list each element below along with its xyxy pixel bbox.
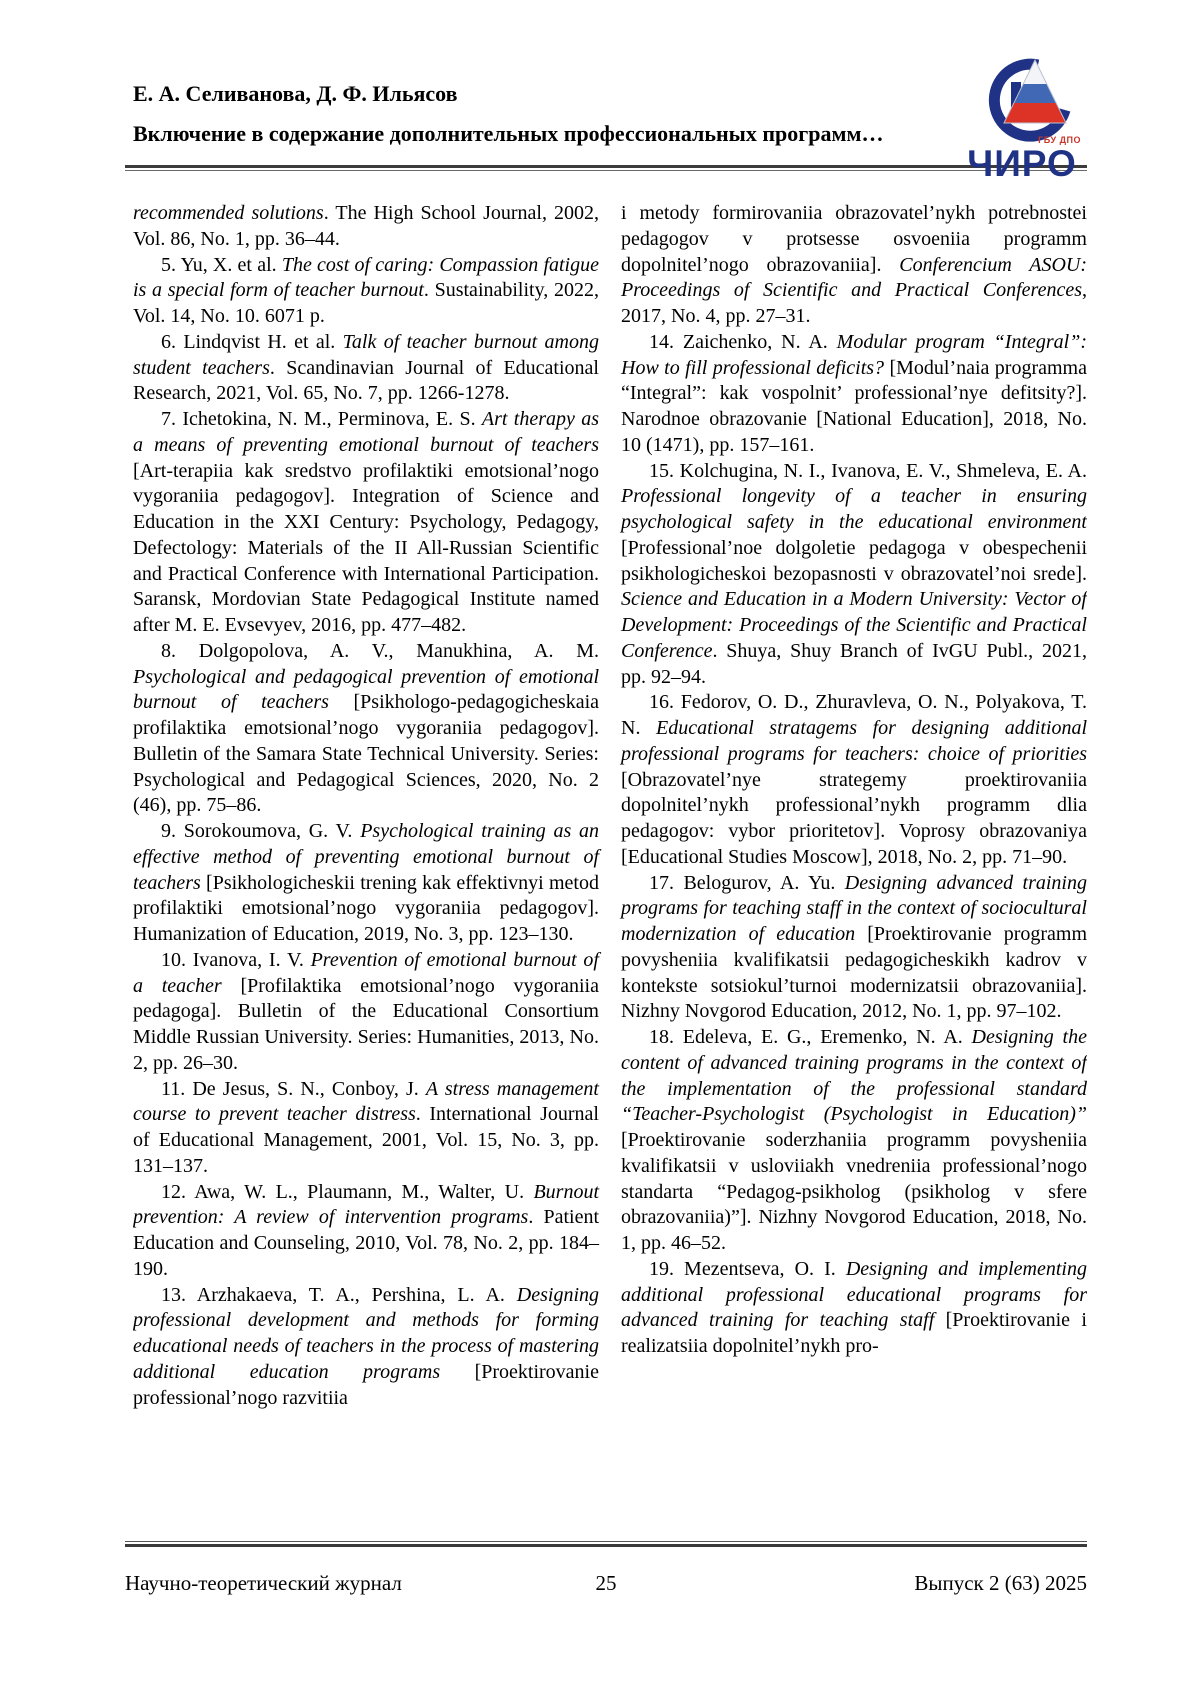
reference-entry [133, 639, 599, 819]
reference-title-italic: Designing advanced training programs for teaching staff in the context of sociocultural modernization of education [621, 871, 1087, 945]
reference-text: 12. Awa, W. L., Plaumann, M., Walter, U. [161, 1180, 534, 1203]
reference-entry [133, 253, 599, 330]
reference-entry [133, 330, 599, 407]
references-section [133, 201, 1087, 1533]
references-right-column [621, 201, 1087, 1533]
reference-text: [Proektirovanie i realizatsiia dopolnitel’nykh pro- [621, 1309, 1087, 1357]
logo-sub-label: ГБУ ДПО [1038, 135, 1081, 145]
footer-page-number: 25 [595, 1571, 617, 1595]
reference-text: 9. Sorokoumova, G. V. [161, 820, 361, 842]
reference-text: . The High School Journal, 2002, Vol. 86, No. 1, pp. 36–44. [133, 202, 599, 250]
reference-entry [621, 459, 1087, 691]
reference-text: [Proektirovanie soderzhaniia programm povysheniia kvalifikatsii v usloviiakh vnedreniia professional’nogo standarta “Pedagog-psikholog (psikholog v sfere obrazovaniia)”]. Nizhny Novgorod Education, 2018, No. 1, pp. 46–52. [621, 1129, 1087, 1254]
chiro-logo [951, 58, 1093, 183]
reference-text: [Psikhologicheskii trening kak effektivnyi metod profilaktiki emotsional’nogo vygoraniia pedagogov]. Humanization of Education, 2019, No. 3, pp. 123–130. [133, 871, 599, 945]
logo-acronym: ЧИРО [967, 143, 1077, 184]
chiro-logo-mark [972, 58, 1072, 142]
page-header [133, 80, 1087, 184]
reference-text: [Obrazovatel’nye strategemy proektirovaniia dopolnitel’nykh professional’nykh programm dlia pedagogov: vybor prioritetov]. Voprosy obrazovaniya [Educational Studies Moscow], 2018, No. 2, pp. 71–90. [621, 768, 1087, 868]
reference-text: [Proektirovanie professional’nogo razvitiia [133, 1360, 599, 1409]
reference-text: [Art-terapiia kak sredstvo profilaktiki emotsional’nogo vygoraniia pedagogov]. Integration of Science and Education in the XXI Century: Psychology, Pedagogy, Defectology: Materials of the II All-Russian Scientific and Practical Conference with International Participation. Saransk, Mordovian State Pedagogical Institute named after M. E. Evsevyev, 2016, pp. 477–482. [133, 459, 599, 636]
reference-entry [133, 819, 599, 948]
footer-rule [125, 1541, 1087, 1547]
header-running-title: Включение в содержание дополнительных профессиональных программ… [133, 121, 884, 146]
reference-entry [133, 948, 599, 1077]
reference-title-italic: Prevention of emotional burnout of a teacher [133, 948, 599, 997]
page-footer [125, 1541, 1087, 1596]
reference-text: 7. Ichetokina, N. M., Perminova, E. S. [161, 408, 482, 430]
reference-text: 11. De Jesus, S. N., Conboy, J. [161, 1077, 426, 1100]
reference-text: [Psikhologo-pedagogicheskaia profilaktika emotsional’nogo vygoraniia pedagogov]. Bulletin of the Samara State Technical University. Series: Psychological and Pedagogical Sciences, 2020, No. 2 (46), pp. 75–86. [133, 691, 600, 817]
reference-text: [Professional’noe dolgoletie pedagoga v obespechenii psikhologicheskoi bezopasnosti v obrazovatel’noi srede]. [621, 536, 1087, 585]
footer-journal-label: Научно-теоретический журнал [125, 1571, 402, 1595]
reference-text: 17. Belogurov, A. Yu. [649, 871, 845, 894]
reference-text: . International Journal of Educational Management, 2001, Vol. 15, No. 3, pp. 131–137. [133, 1103, 599, 1177]
reference-text: . Patient Education and Counseling, 2010, Vol. 78, No. 2, pp. 184–190. [133, 1206, 600, 1280]
sail-blue-band [1000, 84, 1070, 103]
reference-entry [133, 1077, 599, 1180]
reference-text: 10. Ivanova, I. V. [161, 948, 311, 971]
reference-entry [621, 201, 1087, 330]
reference-text: 16. Fedorov, O. D., Zhuravleva, O. N., Polyakova, T. N. [621, 691, 1087, 739]
reference-text: , 2017, No. 4, pp. 27–31. [621, 279, 1087, 327]
reference-title-italic: Designing professional development and methods for forming educational needs of teachers in the process of mastering additional education programs [133, 1283, 599, 1383]
reference-title-italic: Psychological and pedagogical prevention of emotional burnout of teachers [133, 665, 599, 714]
reference-text: 18. Edeleva, E. G., Eremenko, N. A. [649, 1026, 972, 1048]
header-authors: Е. А. Селиванова, Д. Ф. Ильясов [133, 81, 458, 106]
reference-text: [Modul’naia programma “Integral”: kak vospolnit’ professional’nye defitsity?]. Narodnoe obrazovanie [National Education], 2018, No. 10 (1471), pp. 157–161. [621, 356, 1087, 456]
reference-entry [621, 1025, 1087, 1257]
reference-title-italic: Designing and implementing additional professional educational programs for advanced training for teaching staff [621, 1257, 1087, 1332]
reference-text: 5. Yu, X. et al. [161, 253, 282, 276]
reference-text: [Profilaktika emotsional’nogo vygoraniia pedagoga]. Bulletin of the Educational Consortium Middle Russian University. Series: Humanities, 2013, No. 2, pp. 26–30. [133, 974, 599, 1074]
reference-title-italic: Talk of teacher burnout among student teachers [133, 330, 599, 379]
footer-issue-label: Выпуск 2 (63) 2025 [914, 1571, 1087, 1595]
reference-text: 19. Mezentseva, O. I. [649, 1257, 846, 1280]
reference-entry [133, 201, 599, 253]
reference-entry [621, 871, 1087, 1026]
reference-entry [621, 1257, 1087, 1360]
reference-text: 8. Dolgopolova, A. V., Manukhina, A. M. [161, 639, 599, 662]
reference-text: . Shuya, Shuy Branch of IvGU Publ., 2021, pp. 92–94. [621, 639, 1087, 688]
reference-entry [133, 1283, 599, 1412]
reference-text: 15. Kolchugina, N. I., Ivanova, E. V., Shmeleva, E. A. [649, 459, 1087, 482]
reference-entry [133, 407, 599, 639]
reference-text: 13. Arzhakaeva, T. A., Pershina, L. A. [161, 1283, 517, 1306]
reference-title-italic: Psychological training as an effective method of preventing emotional burnout of teachers [133, 820, 599, 894]
reference-entry [621, 330, 1087, 459]
header-rule [125, 165, 1087, 171]
reference-text: 6. Lindqvist H. et al. [161, 330, 343, 353]
reference-title-italic: Conferencium ASOU: Proceedings of Scientific and Practical Conferences [621, 253, 1087, 302]
reference-title-italic: Designing the content of advanced training programs in the context of the implementation of the professional standard “Teacher-Psychologist (Psychologist in Education)” [621, 1026, 1087, 1126]
reference-text: . Scandinavian Journal of Educational Research, 2021, Vol. 65, No. 7, pp. 1266-1278. [133, 356, 599, 405]
reference-title-italic: Modular program “Integral”: How to fill professional deficits? [621, 330, 1087, 379]
references-left-column [133, 201, 599, 1533]
reference-title-italic: Educational stratagems for designing additional professional programs for teachers: choice of priorities [621, 717, 1087, 765]
reference-entry [133, 1180, 599, 1283]
reference-text: . Sustainability, 2022, Vol. 14, No. 10. 6071 p. [133, 279, 600, 327]
reference-title-italic: Burnout prevention: A review of intervention programs [133, 1180, 599, 1229]
reference-title-italic: Art therapy as a means of preventing emotional burnout of teachers [133, 408, 599, 456]
reference-text: i metody formirovaniia obrazovatel’nykh potrebnostei pedagogov v protsesse osvoeniia programm dopolnitel’nogo obrazovaniia]. [621, 202, 1087, 276]
reference-text: 14. Zaichenko, N. A. [649, 330, 837, 353]
reference-text: [Proektirovanie programm povysheniia kvalifikatsii pedagogicheskikh kadrov v kontekste sotsiokul’turnoi modernizatsii obrazovaniia]. Nizhny Novgorod Education, 2012, No. 1, pp. 97–102. [621, 923, 1087, 1023]
reference-title-italic: Science and Education in a Modern University: Vector of Development: Proceedings of the Scientific and Practical Conference [621, 588, 1087, 662]
reference-entry [621, 690, 1087, 870]
reference-title-italic: recommended solutions [133, 202, 324, 224]
reference-title-italic: The cost of caring: Compassion fatigue is a special form of teacher burnout [133, 253, 599, 302]
reference-title-italic: A stress management course to prevent teacher distress [133, 1077, 599, 1126]
reference-title-italic: Professional longevity of a teacher in ensuring psychological safety in the educational environment [621, 485, 1087, 533]
sail-red-band [1000, 103, 1070, 123]
